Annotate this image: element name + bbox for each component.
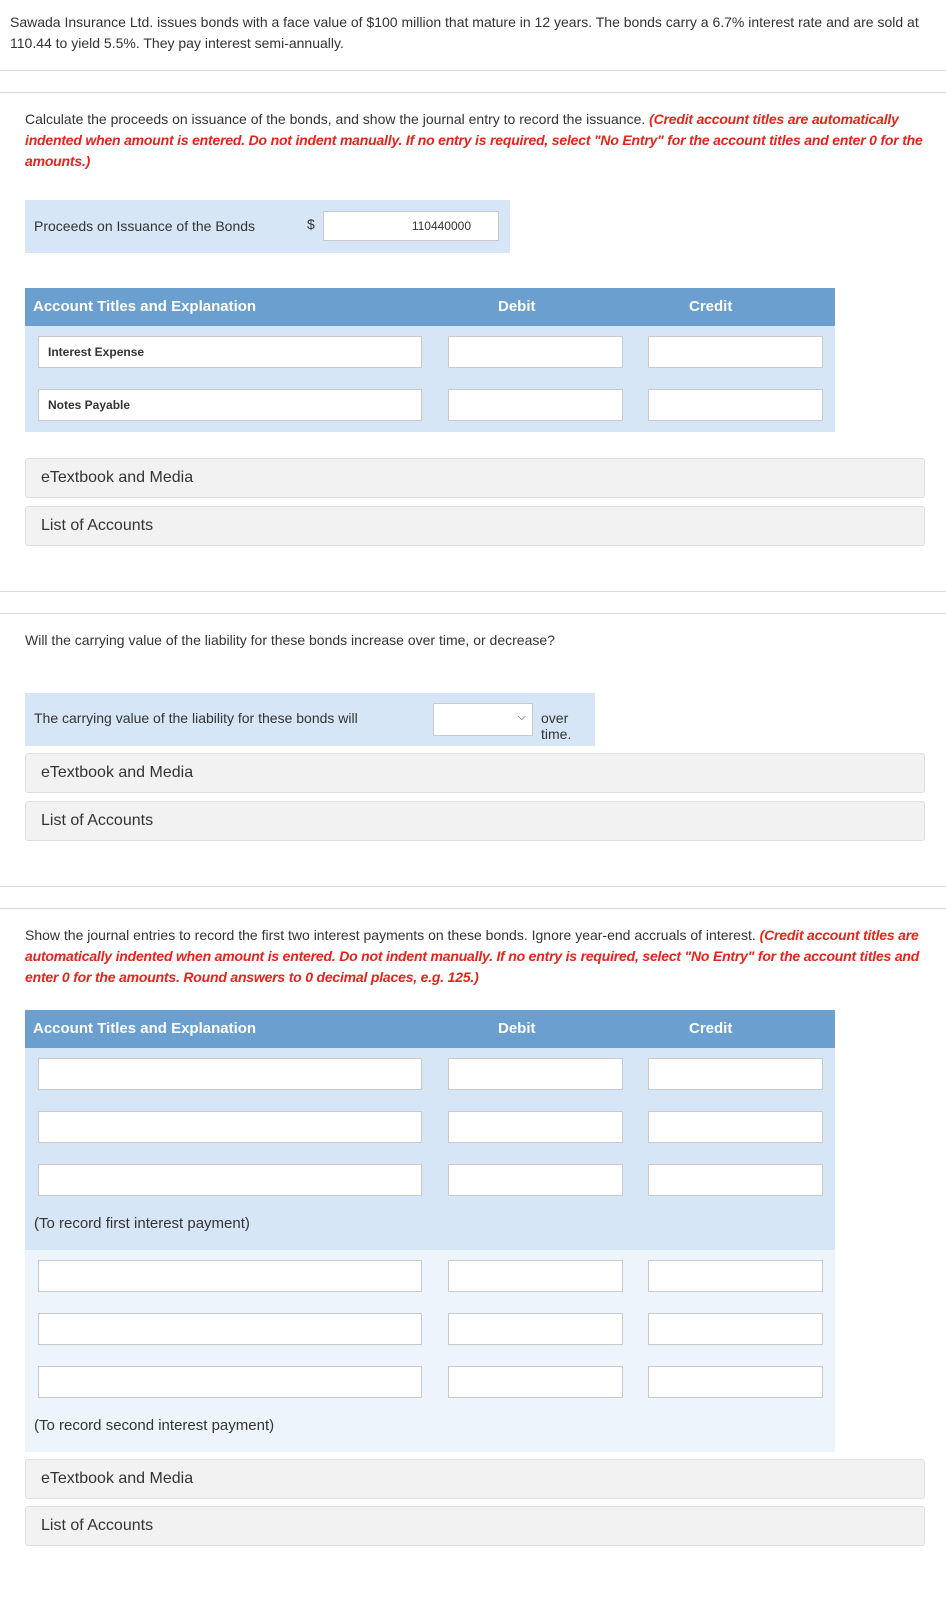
etextbook-label: eTextbook and Media [41,469,194,486]
instruction-text: (Credit account titles are automatically indented when amount is entered. Do not indent manually. If no entry is required, select "No Entry" for the account titles and enter 0 for the amounts. Round answers to 0 decimal places, e.g. 125.) [25,927,920,985]
statement-after: over time. [541,710,572,742]
account-title-input[interactable] [38,1260,422,1292]
debit-input[interactable] [448,1366,623,1398]
table-row [25,1101,835,1154]
account-title-input[interactable] [38,1366,422,1398]
proceeds-row [25,200,510,253]
divider [0,613,946,614]
list-of-accounts-button[interactable] [25,506,925,546]
currency-symbol: $ [307,216,315,232]
account-title-input[interactable] [38,1111,422,1143]
entry-explanation [25,1207,835,1250]
etextbook-label: eTextbook and Media [41,764,194,781]
debit-input[interactable] [448,389,623,421]
debit-input[interactable] [448,1111,623,1143]
increase-decrease-select[interactable] [433,703,533,736]
account-title-input[interactable] [38,1058,422,1090]
credit-input[interactable] [648,1313,823,1345]
journal-table-issuance [25,288,835,432]
entry-note-second: (To record second interest payment) [34,1417,275,1434]
debit-input[interactable] [448,1058,623,1090]
account-title-input[interactable] [38,389,422,421]
divider [0,92,946,93]
instruction-text: (Credit account titles are automatically indented when amount is entered. Do not indent manually. If no entry is required, select "No Entry" for the account titles and enter 0 for the amounts.) [25,111,923,169]
table-row [25,379,835,432]
etextbook-button[interactable] [25,753,925,793]
credit-input[interactable] [648,1111,823,1143]
table-row [25,1250,835,1303]
divider [0,908,946,909]
proceeds-label: Proceeds on Issuance of the Bonds [34,218,256,234]
credit-input[interactable] [648,1366,823,1398]
col-account-header: Account Titles and Explanation [33,1020,257,1037]
etextbook-button[interactable] [25,1459,925,1499]
divider [0,591,946,592]
table-header [25,288,835,326]
question-text: Calculate the proceeds on issuance of the bonds, and show the journal entry to record the issuance. [25,111,646,127]
list-of-accounts-label: List of Accounts [41,1517,154,1534]
col-debit-header: Debit [498,298,536,315]
debit-input[interactable] [448,336,623,368]
table-row [25,1356,835,1409]
divider [0,886,946,887]
problem-intro: Sawada Insurance Ltd. issues bonds with a face value of $100 million that mature in 12 years. The bonds carry a 6.7% interest rate and are sold at 110.44 to yield 5.5%. They pay interest semi-annually. [10,14,919,51]
chevron-down-icon: ⌵ [517,711,526,723]
list-of-accounts-button[interactable] [25,801,925,841]
col-credit-header: Credit [689,1020,733,1037]
table-row [25,1303,835,1356]
carrying-value-row [25,693,595,746]
credit-input[interactable] [648,1058,823,1090]
col-account-header: Account Titles and Explanation [33,298,257,315]
journal-table-interest [25,1010,835,1452]
credit-input[interactable] [648,389,823,421]
list-of-accounts-label: List of Accounts [41,517,154,534]
statement-before: The carrying value of the liability for these bonds will [34,710,358,726]
table-row [25,326,835,379]
credit-input[interactable] [648,336,823,368]
table-header [25,1010,835,1048]
account-title-input[interactable] [38,1313,422,1345]
credit-input[interactable] [648,1164,823,1196]
col-debit-header: Debit [498,1020,536,1037]
part3-question [25,925,925,988]
list-of-accounts-label: List of Accounts [41,812,154,829]
col-credit-header: Credit [689,298,733,315]
debit-input[interactable] [448,1313,623,1345]
etextbook-button[interactable] [25,458,925,498]
table-row [25,1154,835,1207]
question-text: Show the journal entries to record the first two interest payments on these bonds. Ignore year-end accruals of interest. [25,927,756,943]
credit-input[interactable] [648,1260,823,1292]
proceeds-input[interactable] [323,211,499,241]
debit-input[interactable] [448,1260,623,1292]
account-title-input[interactable] [38,1164,422,1196]
entry-note-first: (To record first interest payment) [34,1215,250,1232]
divider [0,70,946,71]
list-of-accounts-button[interactable] [25,1506,925,1546]
account-title-input[interactable] [38,336,422,368]
part2-question: Will the carrying value of the liability for these bonds increase over time, or decrease? [25,632,555,648]
entry-explanation [25,1409,835,1452]
debit-input[interactable] [448,1164,623,1196]
part1-question [25,109,925,172]
table-row [25,1048,835,1101]
etextbook-label: eTextbook and Media [41,1470,194,1487]
